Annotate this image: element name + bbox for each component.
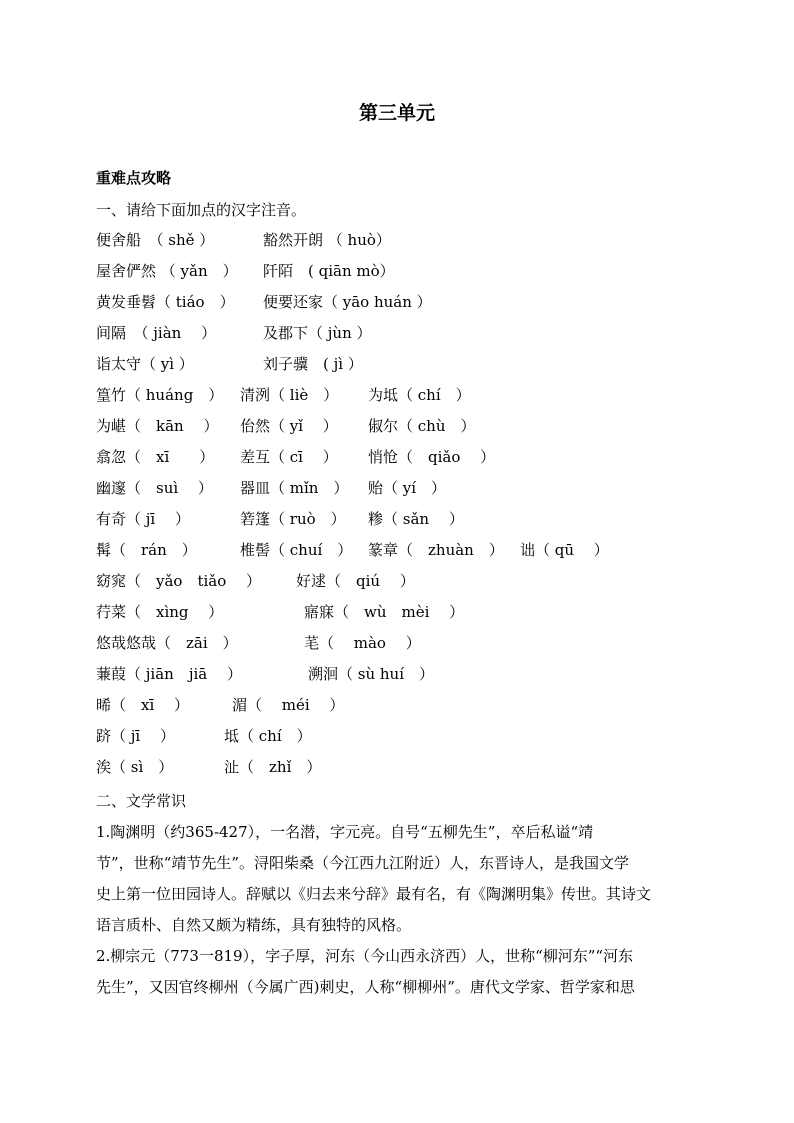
pinyin-item: 篁竹（ huáng ） — [96, 386, 224, 404]
pinyin-item: 有奇（ jī ） — [96, 510, 190, 528]
part1-title: 一、请给下面加点的汉字注音。 — [96, 201, 307, 219]
pinyin-item: 糁（ sǎn ） — [368, 510, 464, 528]
pinyin-item: 贻（ yí ） — [368, 479, 447, 497]
pinyin-item: 坻（ chí ） — [224, 727, 312, 745]
page-title: 第三单元 — [358, 102, 435, 124]
pinyin-item: 俶尔（ chù ） — [368, 417, 476, 435]
pinyin-item: 间隔 （ jiàn ） — [96, 324, 217, 342]
pinyin-item: 晞（ xī ） — [96, 696, 190, 714]
paragraph-line: 节”，世称“靖节先生”。浔阳柴桑（今江西九江附近）人，东晋诗人，是我国文学 — [96, 854, 630, 872]
paragraph-line: 史上第一位田园诗人。辞赋以《归去来兮辞》最有名，有《陶渊明集》传世。其诗文 — [96, 885, 652, 903]
pinyin-item: 诎（ qū ） — [520, 541, 609, 559]
pinyin-item: 悠哉悠哉（ zāi ） — [96, 634, 238, 652]
pinyin-item: 黄发垂髫（ tiáo ） — [96, 293, 235, 311]
pinyin-item: 佁然（ yǐ ） — [240, 417, 338, 435]
pinyin-item: 屋舍俨然 （ yǎn ） — [96, 262, 238, 280]
pinyin-item: 清洌（ liè ） — [240, 386, 339, 404]
paragraph-line: 语言质朴、自然又颇为精练，具有独特的风格。 — [96, 916, 412, 934]
pinyin-item: 寤寐（ wù mèi ） — [304, 603, 465, 621]
pinyin-item: 湄（ méi ） — [232, 696, 345, 714]
literature-paragraph — [96, 941, 700, 1003]
pinyin-item: 为坻（ chí ） — [368, 386, 471, 404]
pinyin-item: 好逑（ qiú ） — [296, 572, 415, 590]
pinyin-item: 跻（ jī ） — [96, 727, 175, 745]
pinyin-item: 篆章（ zhuàn ） — [368, 541, 504, 559]
pinyin-item: 椎髻（ chuí ） — [240, 541, 353, 559]
section-heading: 重难点攻略 — [96, 169, 172, 187]
pinyin-item: 器皿（ mǐn ） — [240, 479, 349, 497]
paragraph-line: 1.陶渊明（约365-427），一名潜，字元亮。自号“五柳先生”，卒后私谥“靖 — [96, 823, 594, 841]
paragraph-line: 先生”，又因官终柳州（今属广西)刺史，人称“柳柳州”。唐代文学家、哲学家和思 — [96, 978, 635, 996]
pinyin-item: 豁然开朗 （ huò） — [263, 231, 391, 249]
pinyin-item: 便舍船 （ shě ） — [96, 231, 215, 249]
pinyin-item: 诣太守（ yì ） — [96, 355, 194, 373]
pinyin-item: 蒹葭（ jiān jiā ） — [96, 665, 242, 683]
literature-paragraph — [96, 817, 700, 941]
pinyin-item: 阡陌 ( qiān mò） — [263, 262, 395, 280]
pinyin-item: 荇菜（ xìng ） — [96, 603, 224, 621]
pinyin-item: 翕忽（ xī ） — [96, 448, 215, 466]
pinyin-item: 箬篷（ ruò ） — [240, 510, 346, 528]
pinyin-item: 悄怆（ qiǎo ） — [368, 448, 496, 466]
paragraph-line: 2.柳宗元（773一819），字子厚，河东（今山西永济西）人，世称“柳河东”“河东 — [96, 947, 634, 965]
pinyin-item: 及郡下（ jùn ） — [263, 324, 372, 342]
pinyin-item: 差互（ cī ） — [240, 448, 338, 466]
pinyin-item: 窈窕（ yǎo tiǎo ） — [96, 572, 262, 590]
pinyin-item: 为嵁（ kān ） — [96, 417, 219, 435]
pinyin-item: 芼（ mào ） — [304, 634, 421, 652]
part2-title: 二、文学常识 — [96, 792, 187, 810]
pinyin-item: 幽邃（ suì ） — [96, 479, 213, 497]
pinyin-item: 刘子骥 ( jì ） — [263, 355, 363, 373]
pinyin-item: 溯洄（ sù huí ） — [308, 665, 435, 683]
pinyin-item: 涘（ sì ） — [96, 758, 174, 776]
pinyin-item: 便要还家（ yāo huán ） — [263, 293, 432, 311]
pinyin-item: 髯（ rán ） — [96, 541, 197, 559]
pinyin-item: 沚（ zhǐ ） — [224, 758, 322, 776]
